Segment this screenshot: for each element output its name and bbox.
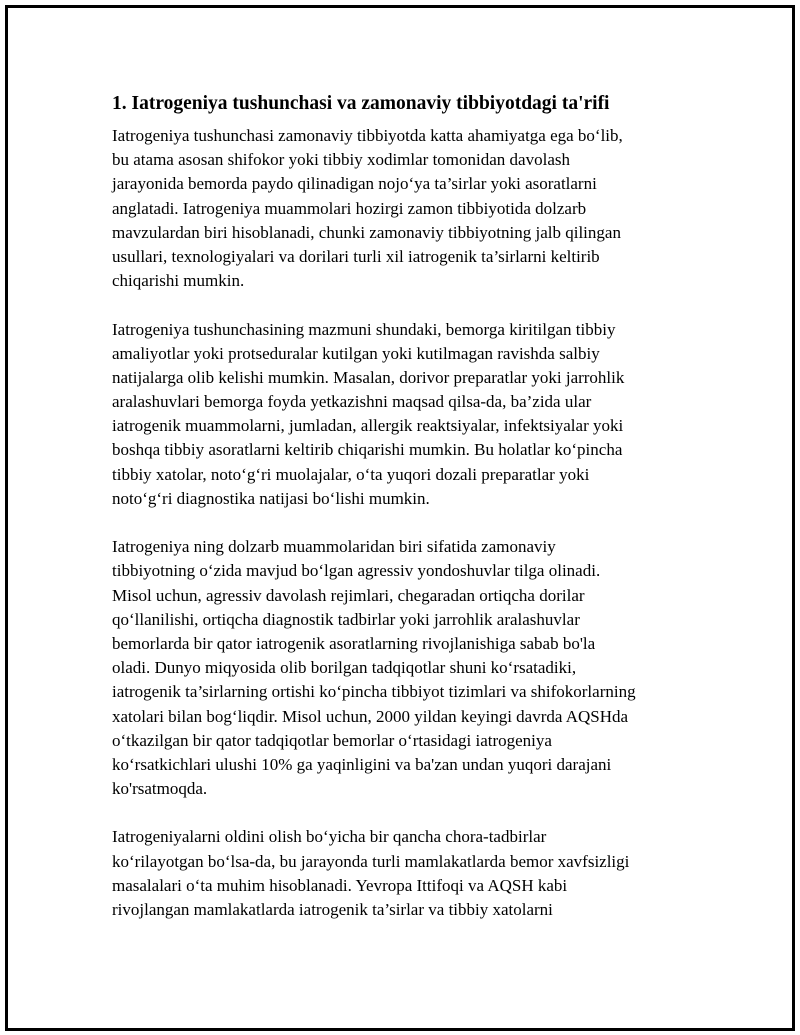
paragraph-gap [112,801,687,825]
text-line: masalalari o‘ta muhim hisoblanadi. Yevropa Ittifoqi va AQSH kabi [112,875,568,895]
text-line: Iatrogeniya tushunchasi zamonaviy tibbiyotda katta ahamiyatga ega bo‘lib, [112,126,623,145]
section-heading: 1. Iatrogeniya tushunchasi va zamonaviy tibbiyotdagi ta'rifi [112,93,610,114]
text-line: aralashuvlari bemorga foyda yetkazishni maqsad qilsa-da, ba’zida ular [112,392,592,412]
text-line: tibbiy xatolar, noto‘g‘ri muolajalar, o‘ta yuqori dozali preparatlar yoki [112,464,590,484]
text-line: ko‘rsatkichlari ulushi 10% ga yaqinligini va ba'zan undan yuqori darajani [112,754,612,774]
text-line: xatolari bilan bog‘liqdir. Misol uchun, 2000 yildan keyingi davrda AQSHda [112,706,629,726]
text-line: mavzulardan biri hisoblanadi, chunki zamonaviy tibbiyotning jalb qilingan [112,222,621,242]
text-line: Iatrogeniya tushunchasining mazmuni shundaki, bemorga kiritilgan tibbiy [112,319,616,339]
paragraph-1 [112,124,687,293]
text-line: tibbiyotning o‘zida mavjud bo‘lgan agressiv yondoshuvlar tilga olinadi. [112,561,601,581]
text-line: chiqarishi mumkin. [112,271,245,291]
text-line: qo‘llanilishi, ortiqcha diagnostik tadbirlar yoki jarrohlik aralashuvlar [112,609,580,629]
text-line: bu atama asosan shifokor yoki tibbiy xodimlar tomonidan davolash [112,150,570,170]
paragraph-gap [112,511,687,535]
document-content [112,90,687,922]
text-line: rivojlangan mamlakatlarda iatrogenik ta’sirlar va tibbiy xatolarni [112,900,553,919]
text-line: Iatrogeniyalarni oldini olish bo‘yicha bir qancha chora-tadbirlar [112,827,547,847]
text-line: boshqa tibbiy asoratlarni keltirib chiqarishi mumkin. Bu holatlar ko‘pincha [112,440,623,460]
paragraph-3 [112,535,687,801]
text-line: usullari, texnologiyalari va dorilari turli xil iatrogenik ta’sirlarni keltirib [112,246,600,266]
text-line: amaliyotlar yoki protseduralar kutilgan yoki kutilmagan ravishda salbiy [112,343,600,363]
text-line: oladi. Dunyo miqyosida olib borilgan tadqiqotlar shuni ko‘rsatadiki, [112,658,577,678]
text-line: noto‘g‘ri diagnostika natijasi bo‘lishi mumkin. [112,488,430,508]
text-line: jarayonida bemorda paydo qilinadigan nojo‘ya ta’sirlar yoki asoratlarni [112,174,597,194]
text-line: anglatadi. Iatrogeniya muammolari hozirgi zamon tibbiyotida dolzarb [112,198,587,218]
text-line: ko‘rilayotgan bo‘lsa-da, bu jarayonda turli mamlakatlarda bemor xavfsizligi [112,851,630,871]
text-line: bemorlarda bir qator iatrogenik asoratlarning rivojlanishiga sabab bo'la [112,633,596,653]
text-line: o‘tkazilgan bir qator tadqiqotlar bemorlar o‘rtasidagi iatrogeniya [112,730,552,750]
text-line: natijalarga olib kelishi mumkin. Masalan, dorivor preparatlar yoki jarrohlik [112,367,625,387]
text-line: Misol uchun, agressiv davolash rejimlari, chegaradan ortiqcha dorilar [112,585,585,605]
paragraph-gap [112,293,687,317]
text-line: Iatrogeniya ning dolzarb muammolaridan biri sifatida zamonaviy [112,537,556,557]
text-line: ko'rsatmoqda. [112,779,208,799]
paragraph-4 [112,825,687,922]
paragraph-2 [112,318,687,512]
text-line: iatrogenik ta’sirlarning ortishi ko‘pincha tibbiyot tizimlari va shifokorlarning [112,682,636,702]
text-line: iatrogenik muammolarni, jumladan, allergik reaktsiyalar, infektsiyalar yoki [112,416,624,436]
